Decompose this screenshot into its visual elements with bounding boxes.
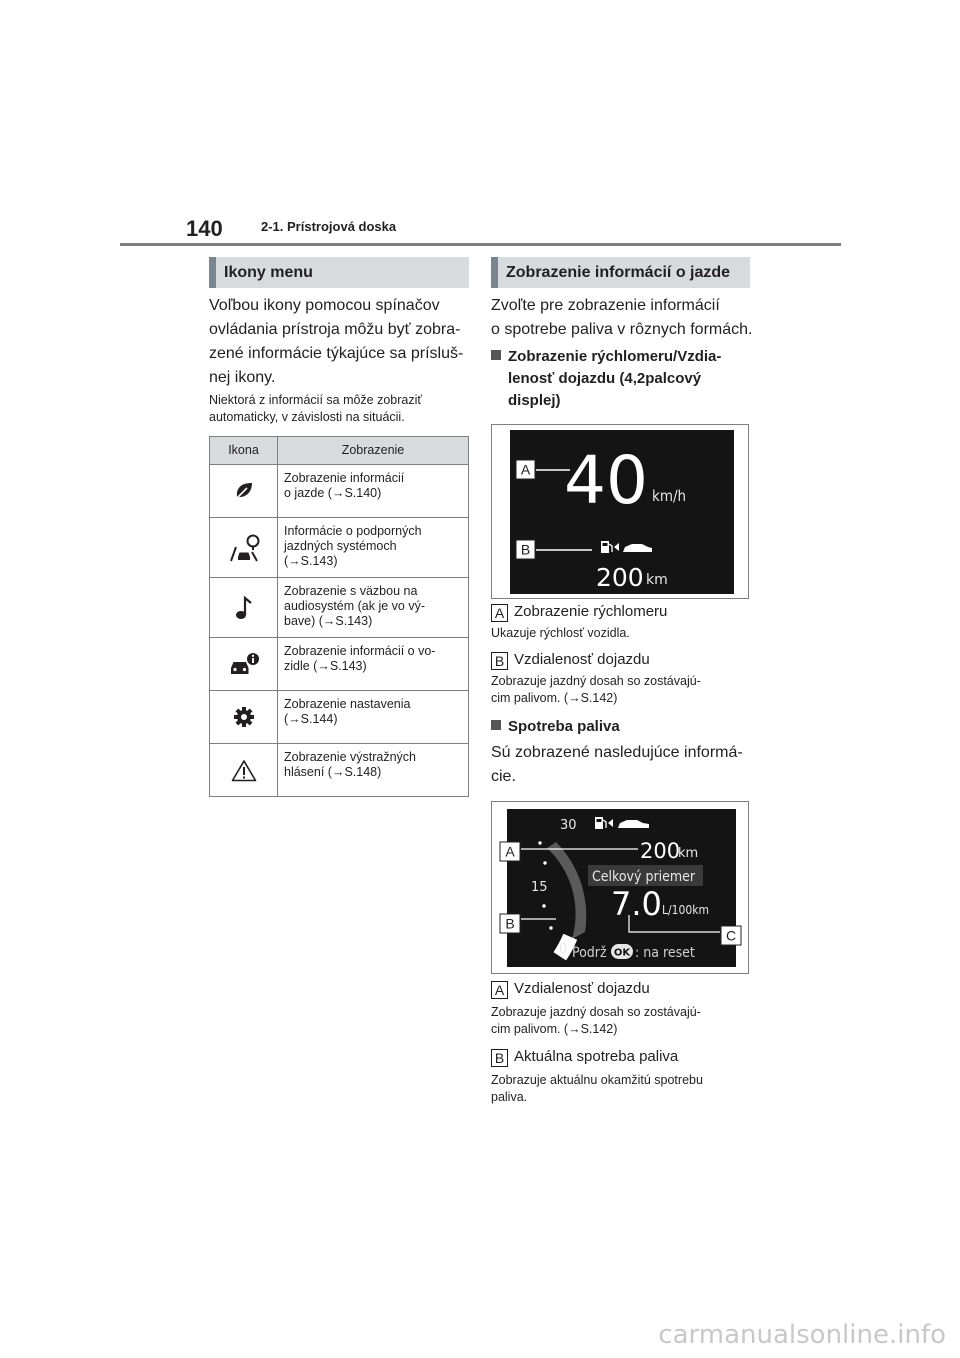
bullet-square-icon	[491, 350, 501, 360]
speed-unit: km/h	[652, 487, 687, 505]
intro-line: Zvoľte pre zobrazenie informácií	[491, 297, 720, 314]
icon-cell	[210, 691, 278, 744]
range-value: 200	[640, 839, 681, 863]
callout-a: A	[505, 843, 515, 860]
description-line: Zobrazenie s väzbou na	[284, 584, 418, 598]
menu-icons-note	[209, 392, 471, 426]
description-line: Zobrazenie nastavenia	[284, 697, 411, 711]
watermark: carmanualsonline.info	[658, 1320, 946, 1350]
speedometer-figure	[491, 424, 749, 599]
bullet-square-icon	[491, 720, 501, 730]
intro-line: ovládania prístroja môžu byť zobra-	[209, 321, 461, 338]
bullet-line: Zobrazenie rýchlomeru/Vzdia-	[508, 348, 722, 365]
description-cell	[278, 518, 469, 578]
description-line: (→S.143)	[284, 554, 338, 568]
legend-label: Vzdialenosť dojazdu	[514, 980, 650, 997]
music-note-icon	[234, 595, 254, 621]
legend-description: cim palivom. (→S.142)	[491, 1022, 618, 1036]
description-line: zidle (→S.143)	[284, 659, 367, 673]
legend-description: Zobrazuje aktuálnu okamžitú spotrebu	[491, 1073, 703, 1087]
average-label: Celkový priemer	[592, 869, 696, 885]
intro-line: o spotrebe paliva v rôznych formách.	[491, 321, 753, 338]
description-line: Zobrazenie výstražných	[284, 750, 417, 764]
table-row	[210, 744, 469, 797]
legend-description: Ukazuje rýchlosť vozidla.	[491, 626, 630, 640]
legend-item-b	[491, 650, 753, 670]
description-cell	[278, 578, 469, 638]
description-cell	[278, 744, 469, 797]
section-heading-menu-icons: Ikony menu	[209, 257, 469, 288]
table-header-row	[210, 437, 469, 465]
legend-item-b	[491, 1047, 753, 1067]
page-number: 140	[186, 216, 223, 241]
bullet-line: Spotreba paliva	[508, 718, 620, 735]
legend-label: Zobrazenie rýchlomeru	[514, 603, 668, 620]
legend-label: Aktuálna spotreba paliva	[514, 1048, 679, 1065]
callout-c: C	[725, 927, 737, 944]
legend-description: cim palivom. (→S.142)	[491, 691, 618, 705]
description-line: (→S.144)	[284, 712, 338, 726]
table-row	[210, 691, 469, 744]
icon-cell	[210, 638, 278, 691]
description-line: Zobrazenie informácií	[284, 471, 405, 485]
gear-icon	[233, 706, 255, 728]
range-unit: km	[646, 572, 668, 588]
legend-description: Zobrazuje jazdný dosah so zostávajú-	[491, 1005, 701, 1019]
table-row	[210, 518, 469, 578]
driving-assist-icon	[227, 533, 261, 563]
legend-speedometer	[491, 602, 753, 707]
description-cell	[278, 465, 469, 518]
legend-description: paliva.	[491, 1090, 528, 1104]
letter-box: A	[491, 981, 508, 999]
section-heading-drive-info: Zobrazenie informácií o jazde	[491, 257, 750, 288]
description-line: Zobrazenie informácií o vo-	[284, 644, 436, 658]
drive-info-intro	[491, 294, 753, 342]
letter-box: B	[491, 652, 508, 670]
range-unit: km	[678, 846, 699, 861]
hint-hold-text: Podrž	[572, 945, 607, 961]
bullet-fuel-consumption	[491, 716, 753, 738]
description-line: o jazde (→S.140)	[284, 486, 382, 500]
fuel-consumption-display	[492, 802, 748, 973]
description-line: Informácie o podporných	[284, 524, 422, 538]
header-rule	[120, 243, 841, 246]
letter-box: B	[491, 1049, 508, 1067]
range-value: 200	[596, 563, 644, 592]
table-row	[210, 578, 469, 638]
bullet-speedometer-range	[491, 346, 753, 412]
hint-reset-text: : na reset	[635, 945, 695, 961]
icon-cell	[210, 518, 278, 578]
body-line: cie.	[491, 768, 516, 785]
table-row	[210, 638, 469, 691]
ok-label: OK	[613, 947, 631, 959]
car-info-icon	[228, 651, 260, 677]
legend-fuel-consumption	[491, 979, 753, 1106]
callout-b: B	[520, 541, 531, 558]
scale-bottom-label: 0	[559, 942, 568, 957]
description-line: bave) (→S.143)	[284, 614, 373, 628]
speed-value: 40	[564, 442, 648, 519]
legend-item-a	[491, 979, 753, 999]
speedometer-display	[492, 425, 748, 598]
description-line: hlásení (→S.148)	[284, 765, 382, 779]
column-header-display: Zobrazenie	[278, 437, 469, 465]
average-unit: L/100km	[662, 903, 710, 917]
intro-line: Voľbou ikony pomocou spínačov	[209, 297, 440, 314]
legend-label: Vzdialenosť dojazdu	[514, 651, 650, 668]
icon-cell	[210, 465, 278, 518]
description-cell	[278, 638, 469, 691]
scale-top-label: 30	[560, 818, 577, 833]
menu-icons-intro	[209, 294, 471, 390]
scale-mid-label: 15	[531, 880, 548, 895]
warning-icon	[231, 759, 257, 782]
callout-b: B	[505, 915, 515, 932]
menu-icons-table	[209, 436, 469, 797]
average-value: 7.0	[611, 885, 662, 923]
column-header-icon: Ikona	[210, 437, 278, 465]
letter-box: A	[491, 604, 508, 622]
icon-cell	[210, 744, 278, 797]
intro-line: nej ikony.	[209, 369, 276, 386]
fuel-consumption-figure	[491, 801, 749, 974]
note-line: automaticky, v závislosti na situácii.	[209, 410, 405, 424]
description-line: audiosystém (ak je vo vý-	[284, 599, 426, 613]
body-line: Sú zobrazené nasledujúce informá-	[491, 744, 743, 761]
table-row	[210, 465, 469, 518]
description-line: jazdných systémoch	[284, 539, 397, 553]
running-head: 2-1. Prístrojová doska	[261, 219, 397, 234]
bullet-line: displej)	[508, 392, 561, 409]
note-line: Niektorá z informácií sa môže zobraziť	[209, 393, 423, 407]
legend-description: Zobrazuje jazdný dosah so zostávajú-	[491, 674, 701, 688]
icon-cell	[210, 578, 278, 638]
fuel-consumption-text	[491, 741, 753, 789]
leaf-icon	[233, 480, 255, 502]
intro-line: zené informácie týkajúce sa prísluš-	[209, 345, 464, 362]
callout-a: A	[520, 461, 531, 478]
description-cell	[278, 691, 469, 744]
legend-item-a	[491, 602, 753, 622]
bullet-line: lenosť dojazdu (4,2palcový	[508, 370, 702, 387]
